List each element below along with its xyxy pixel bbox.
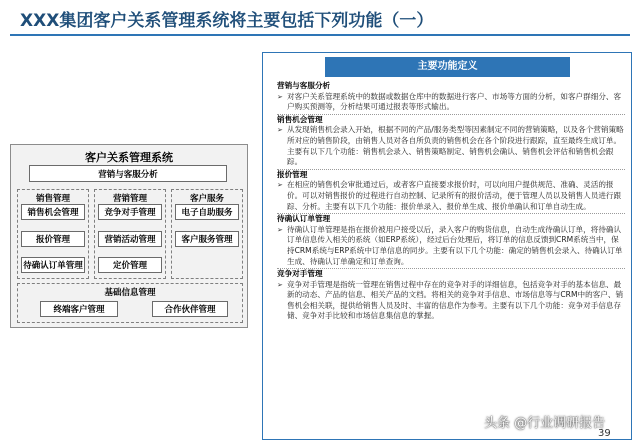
group-service — [171, 189, 243, 279]
section-text — [277, 180, 625, 212]
panel-content — [277, 81, 625, 322]
section-heading: 待确认订单管理 — [277, 214, 331, 224]
watermark: 头条 @行业调研报告 — [484, 416, 606, 431]
arrow-icon: ➢ — [277, 126, 283, 135]
title-underline — [10, 34, 630, 36]
system-diagram — [10, 144, 248, 328]
arrow-icon: ➢ — [277, 92, 283, 101]
section-text-body: 对客户关系管理系统中的数据或数据仓库中的数据进行客户、市场等方面的分析，如客户群细分、客户购买预测等，分析结果可通过报表等形式输出。 — [287, 91, 622, 112]
box-sales-opportunity: 销售机会管理 — [21, 204, 85, 220]
section-text-body: 待确认订单管理是指在报价被用户接受以后，录入客户的购货信息，自动生成待确认订单，将待确认订单信息传入相关的系统（如ERP系统），经过后台处理后，将订单的信息反馈到CRM系统当中，保持CRM系统与ERP系统中订单信息的同步。主要有以下几个功能：确定的销售机会录入、待确认订单生成、待确认订单确定和订单查询。 — [287, 224, 623, 266]
box-competitor: 竞争对手管理 — [98, 204, 162, 220]
page-number: 39 — [598, 428, 611, 439]
group-base-label: 基础信息管理 — [104, 288, 156, 298]
group-marketing — [94, 189, 166, 279]
analysis-box: 营销与客服分析 — [29, 165, 227, 182]
section-text-body: 从发现销售机会录入开始，根据不同的产品/服务类型等因素制定不同的营销策略，以及各个营销策略所对应的销售阶段，由销售人员对各自所负责的销售机会在各个阶段进行跟踪，直至最终生成订单。主要有以下几个功能：销售机会录入、销售策略制定、销售机会确认、销售机会评估和销售机会跟踪。 — [287, 125, 624, 167]
group-marketing-label: 营销管理 — [112, 194, 147, 204]
page-title: XXX集团客户关系管理系统将主要包括下列功能（一） — [20, 11, 434, 31]
section-heading: 竞争对手管理 — [277, 269, 323, 279]
panel-header: 主要功能定义 — [325, 57, 570, 77]
box-campaign: 营销活动管理 — [98, 231, 162, 247]
box-pricing: 定价管理 — [98, 257, 162, 273]
box-pending-order: 待确认订单管理 — [21, 257, 85, 273]
arrow-icon: ➢ — [277, 280, 283, 289]
box-quote: 报价管理 — [21, 231, 85, 247]
arrow-icon: ➢ — [277, 225, 283, 234]
arrow-icon: ➢ — [277, 181, 283, 190]
group-sales — [17, 189, 89, 279]
section-text — [277, 280, 625, 322]
group-service-label: 客户服务 — [189, 194, 224, 204]
definition-panel — [262, 52, 632, 440]
box-partner: 合作伙伴管理 — [152, 301, 228, 317]
box-customer-service: 客户服务管理 — [175, 231, 239, 247]
group-sales-label: 销售管理 — [35, 194, 70, 204]
section-heading: 报价管理 — [277, 169, 308, 179]
box-terminal-customer: 终端客户管理 — [40, 301, 118, 317]
section-text-body: 在相应的销售机会审批通过后，或者客户直接要求报价时，可以向用户提供规范、准确、灵活的报价。可以对销售报价的过程进行自动控制、记录所有的报价活动，便于管理人员以及销售人员进行跟踪、分析。主要有以下几个功能：报价单录入、报价单生成、报价单确认和订单自动生成。 — [287, 180, 622, 211]
system-title: 客户关系管理系统 — [85, 151, 173, 164]
section-heading: 销售机会管理 — [277, 114, 323, 124]
section-text-body: 竞争对手管理是指统一管理在销售过程中存在的竞争对手的详细信息，包括竞争对手的基本信息、最新的动态、产品的信息、相关产品的文档。将相关的竞争对手信息、市场信息等与CRM中的客户、销售机会相关联，提供给销售人员及时、丰富的信息作为参考。主要有以下几个功能：竞争对手信息存储、竞争对手比较和市场信息集信息的掌握。 — [287, 279, 624, 321]
group-base-info — [17, 283, 243, 323]
section-heading: 营销与客服分析 — [277, 81, 331, 90]
section-text — [277, 225, 625, 267]
box-self-service: 电子自助服务 — [175, 204, 239, 220]
section-text — [277, 125, 625, 167]
section-text — [277, 92, 625, 113]
